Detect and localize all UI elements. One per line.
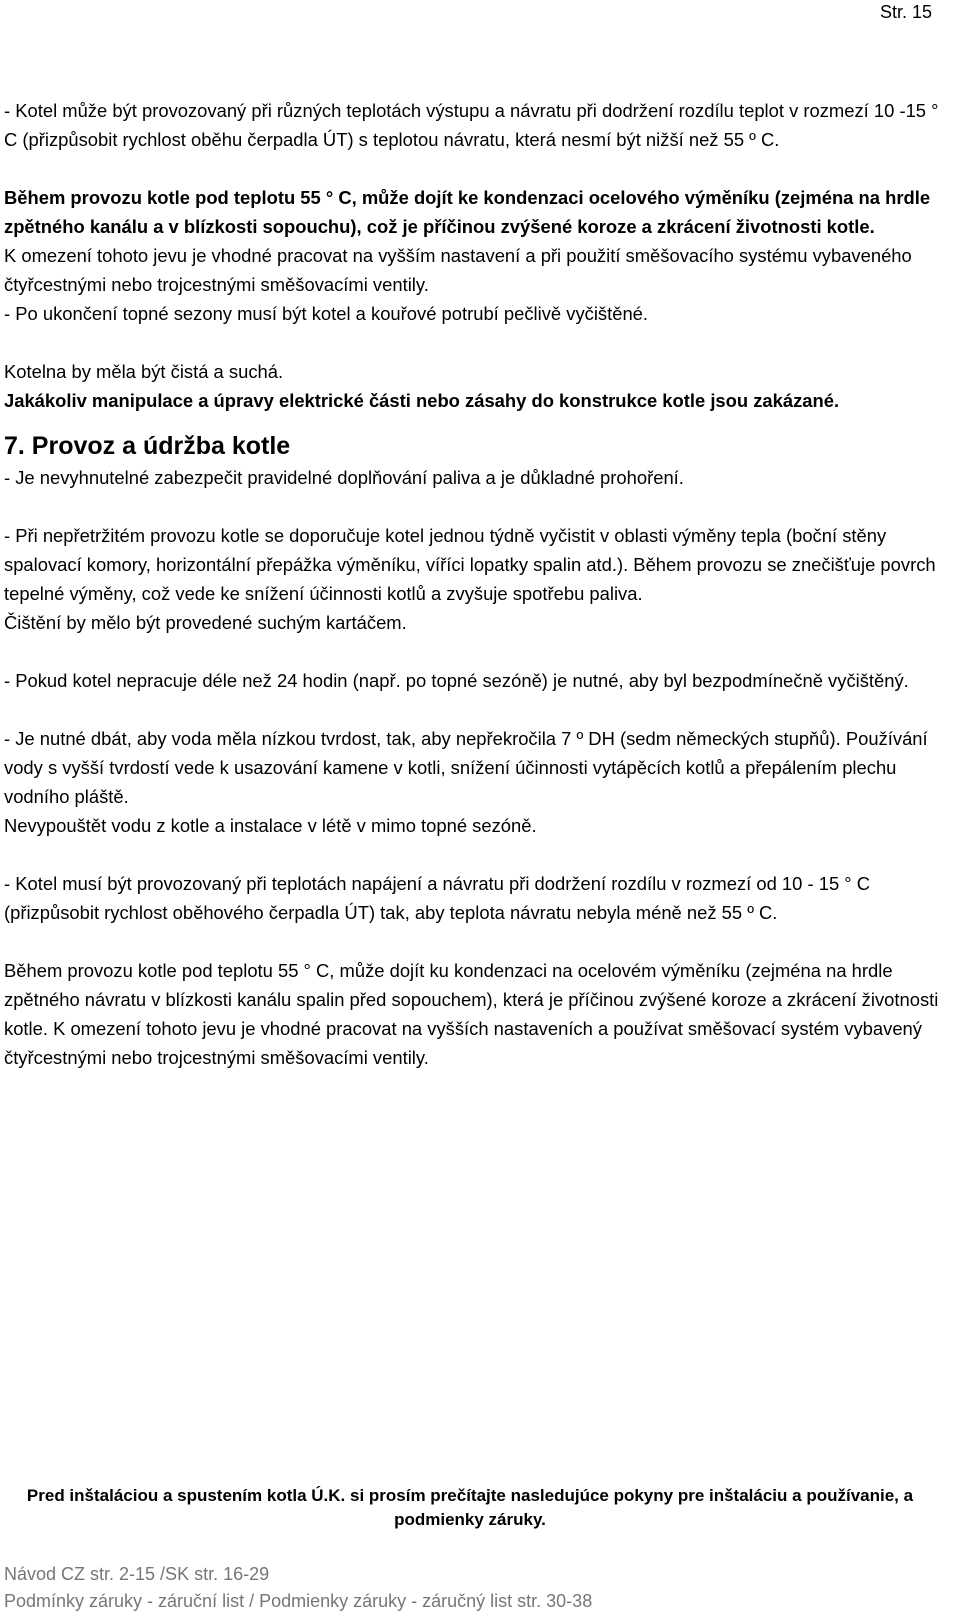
footer-installation-note: Pred inštaláciou a spustením kotla Ú.K. si prosím prečítajte nasledujúce pokyny pre inštaláciu a používanie, a podmienky záruky.	[26, 1486, 914, 1529]
footer-warranty-pages: Podmínky záruky - záruční list / Podmienky záruky - záručný list str. 30-38	[4, 1591, 593, 1611]
section-heading: 7. Provoz a údržba kotle	[4, 432, 291, 460]
footer-references	[4, 1561, 944, 1615]
paragraph-end-of-season-cleaning: - Po ukončení topné sezony musí být kotel a kouřové potrubí pečlivě vyčištěné.	[4, 303, 649, 324]
paragraph-do-not-drain: Nevypouštět vodu z kotle a instalace v létě v mimo topné sezóně.	[4, 815, 537, 836]
paragraph-idle-cleaning: - Pokud kotel nepracuje déle než 24 hodin (např. po topné sezóně) je nutné, aby byl bezpodmínečně vyčištěný.	[4, 670, 909, 691]
paragraph-water-hardness: - Je nutné dbát, aby voda měla nízkou tvrdost, tak, aby nepřekročila 7 º DH (sedm německých stupňů). Používání vody s vyšší tvrdostí vede k usazování kamene v kotli, snížení účinnosti vytápěcích kotlů a přepálením plechu vodního pláště.	[4, 728, 928, 807]
page-number: Str. 15	[879, 2, 932, 22]
footer-manual-pages: Návod CZ str. 2-15 /SK str. 16-29	[4, 1564, 270, 1584]
paragraph-condensation-corrosion: Během provozu kotle pod teplotu 55 ° C, může dojít ku kondenzaci na ocelovém výměníku (zejména na hrdle zpětného návratu v blízkosti kanálu spalin před sopouchem), která je příčinou zvýšené koroze a zkrácení životnosti kotle. K omezení tohoto jevu je vhodné pracovat na vyšších nastaveních a používat směšovací systém vybavený čtyřcestnými nebo trojcestnými směšovacími ventily.	[4, 960, 939, 1068]
paragraph-brush-cleaning: Čištění by mělo být provedené suchým kartáčem.	[4, 612, 407, 633]
document-body	[4, 96, 944, 1072]
paragraph-weekly-cleaning: - Při nepřetržitém provozu kotle se doporučuje kotel jednou týdně vyčistit v oblasti výměny tepla (boční stěny spalovací komory, horizontální přepážka výměníku, víříci lopatky spalin atd.). Během provozu se znečišťuje povrch tepelné výměny, což vede ke snížení účinnosti kotlů a zvyšuje spotřebu paliva.	[4, 525, 936, 604]
paragraph-condensation-warning: Během provozu kotle pod teplotu 55 ° C, může dojít ke kondenzaci ocelového výměníku (zejména na hrdle zpětného kanálu a v blízkosti sopouchu), což je příčinou zvýšené koroze a zkrácení životnosti kotle.	[4, 187, 931, 237]
paragraph-modification-prohibited: Jakákoliv manipulace a úpravy elektrické části nebo zásahy do konstrukce kotle jsou zakázané.	[4, 390, 840, 411]
paragraph-mixing-system: K omezení tohoto jevu je vhodné pracovat na vyšším nastavení a při použití směšovacího systému vybaveného čtyřcestnými nebo trojcestnými směšovacími ventily.	[4, 245, 912, 295]
paragraph-fuel-refill: - Je nevyhnutelné zabezpečit pravidelné doplňování paliva a je důkladné prohoření.	[4, 467, 684, 488]
paragraph-operating-temperatures: - Kotel může být provozovaný při různých teplotách výstupu a návratu při dodržení rozdílu teplot v rozmezí 10 -15 ° C (přizpůsobit rychlost oběhu čerpadla ÚT) s teplotou návratu, která nesmí být nižší než 55 º C.	[4, 100, 939, 150]
paragraph-supply-return-temperatures: - Kotel musí být provozovaný při teplotách napájení a návratu při dodržení rozdílu v rozmezí od 10 - 15 ° C (přizpůsobit rychlost oběhového čerpadla ÚT) tak, aby teplota návratu nebyla méně než 55 º C.	[4, 873, 871, 923]
paragraph-boiler-room: Kotelna by měla být čistá a suchá.	[4, 361, 284, 382]
